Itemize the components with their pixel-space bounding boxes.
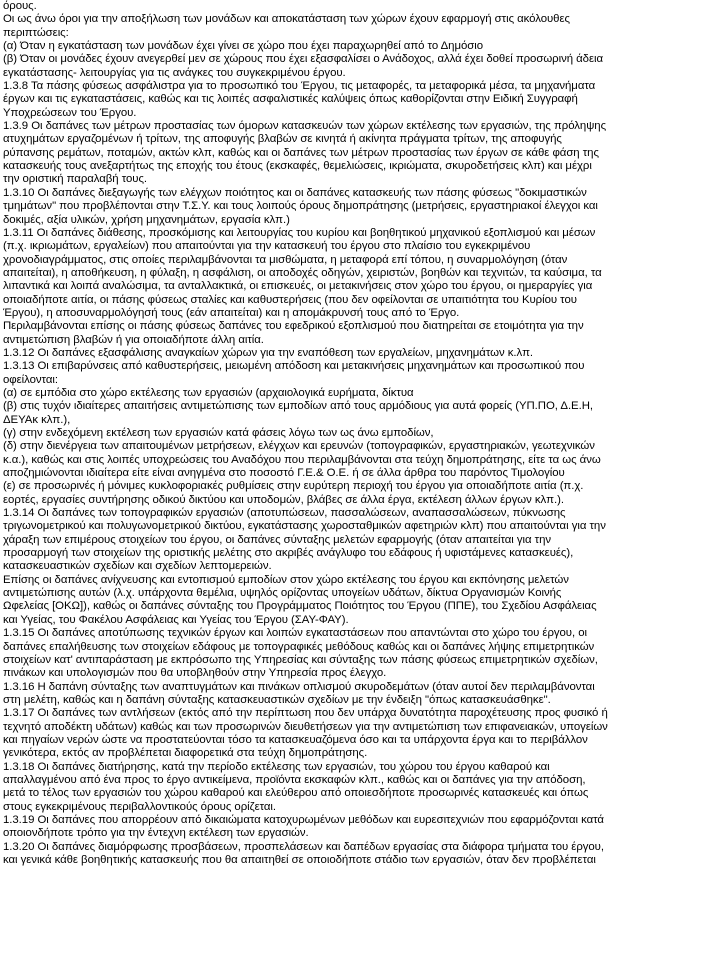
text-line: 1.3.10 Οι δαπάνες διεξαγωγής των ελέγχων ποιότητος και οι δαπάνες κατασκευής των πάσης φύσεως "δοκιμαστικών <box>3 186 587 199</box>
text-line: 1.3.20 Οι δαπάνες διαμόρφωσης προσβάσεων, προσπελάσεων και δαπέδων εργασίας στα διάφορα τμήματα του έργου, <box>3 840 604 853</box>
text-line: ρύπανσης ρεμάτων, ποταμών, ακτών κλπ, καθώς και οι δαπάνες των μέτρων προστασίας των έργων σε κάθε φάση της <box>3 146 599 159</box>
text-line: κατασκευής τους ανεξαρτήτως της εποχής του έτους (εκσκαφές, θεμελιώσεις, ικριώματα, σκυροδετήσεις κλπ) και μέχρι <box>3 160 592 173</box>
text-line: τμημάτων" που προβλέπονται στην Τ.Σ.Υ. και τους λοιπούς όρους δημοπράτησης (μετρήσεις, εργαστηριακοί έλεγχοι και <box>3 200 598 213</box>
text-line: οποιονδήποτε τρόπο για την έντεχνη εκτέλεση των εργασιών. <box>3 827 309 840</box>
text-line: 1.3.9 Οι δαπάνες των μέτρων προστασίας των όμορων κατασκευών των χώρων εκτέλεσης των εργασιών, της πρόληψης <box>3 120 607 133</box>
text-line: κατασκευαστικών σχεδίων και σχεδίων λεπτομερειών. <box>3 560 272 573</box>
text-line: χάραξη των επιμέρους στοιχείων του έργου, οι δαπάνες σύνταξης μελετών εφαρμογής (όταν απαιτείται για την <box>3 533 552 546</box>
text-line: τεχνητό αποδέκτη υδάτων) καθώς και των προσωρινών διευθετήσεων για την αντιμετώπιση των επιφανειακών, υπογείων <box>3 720 608 733</box>
text-line: προσαρμογή των στοιχείων της οριστικής μελέτης στο ακριβές ανάγλυφο του εδάφους ή υφιστάμενες κατασκευές), <box>3 547 574 560</box>
text-line: απαλλαγμένου από ένα προς το έργο αντικείμενα, προϊόντα εκσκαφών κλπ., καθώς και οι δαπάνες για την απόδοση, <box>3 773 586 786</box>
text-line: στη μελέτη, καθώς και η δαπάνη σύνταξης κατασκευαστικών σχεδίων με την ένδειξη "όπως κατασκευάσθηκε". <box>3 693 551 706</box>
text-line: (δ) στην διενέργεια των απαιτουμένων μετρήσεων, ελέγχων και ερευνών (τοπογραφικών, εργαστηριακών, γεωτεχνικών <box>3 440 595 453</box>
text-line: 1.3.17 Οι δαπάνες των αντλήσεων (εκτός από την περίπτωση που δεν υπάρχα δυνατότητα παροχέτευσης προς φυσικό ή <box>3 707 608 720</box>
text-line: έργων και τις εγκαταστάσεις, καθώς και τις λοιπές ασφαλιστικές καλύψεις όπως καθορίζονται στην Ειδική Συγγραφή <box>3 93 578 106</box>
text-line: αντιμετώπιση βλαβών ή για οποιαδήποτε άλλη αιτία. <box>3 333 264 346</box>
text-line: 1.3.16 Η δαπάνη σύνταξης των αναπτυγμάτων και πινάκων οπλισμού σκυροδεμάτων (όταν αυτοί δεν περιλαμβάνονται <box>3 680 595 693</box>
text-line: περιπτώσεις: <box>3 26 69 39</box>
text-line: Έργου), η αποσυναρμολόγησή τους (εάν απαιτείται) και η απομάκρυνσή τους από το Έργο. <box>3 306 460 319</box>
text-line: (β) Όταν οι μονάδες έχουν ανεγερθεί μεν σε χώρους που έχει εξασφαλίσει ο Ανάδοχος, αλλά έχει δοθεί προσωρινή άδεια <box>3 53 603 66</box>
text-line: αποζημιώνονται ιδιαίτερα είτε είναι ανηγμένα στο ποσοστό Γ.Ε.& Ο.Ε. ή σε άλλα άρθρα του παρόντος Τιμολογίου <box>3 467 565 480</box>
text-line: Επίσης οι δαπάνες ανίχνευσης και εντοπισμού εμποδίων στον χώρο εκτέλεσης του έργου και εκπόνησης μελετών <box>3 573 569 586</box>
text-line: ατυχημάτων εργαζομένων ή τρίτων, της αποφυγής βλαβών σε κινητά ή ακίνητα πράγματα τρίτων, της αποφυγής <box>3 133 562 146</box>
text-line: (γ) στην ενδεχόμενη εκτέλεση των εργασιών κατά φάσεις λόγω των ως άνω εμποδίων, <box>3 427 434 439</box>
text-line: εγκατάστασης- λειτουργίας για τις ανάγκες του συγκεκριμένου έργου. <box>3 66 346 79</box>
text-line: απαιτείται), η αποθήκευση, η φύλαξη, η ασφάλιση, οι αποδοχές οδηγών, χειριστών, βοηθών και τεχνιτών, τα καύσιμα, τα <box>3 266 602 279</box>
text-line: πινάκων και υπολογισμών που θα υποβληθούν στην Υπηρεσία προς έλεγχο. <box>3 667 387 680</box>
text-line: οφείλονται: <box>3 373 58 386</box>
text-line: δαπάνες επαλήθευσης των στοιχείων εδάφους με τοπογραφικές μεθόδους καθώς και οι δαπάνες λήψης επιμετρητικών <box>3 640 595 653</box>
text-line: Οι ως άνω όροι για την αποξήλωση των μονάδων και αποκατάσταση των χώρων έχουν εφαρμογή στις ακόλουθες <box>3 13 570 26</box>
text-line: τριγωνομετρικού και πολυγωνομετρικού δικτύου, εγκατάστασης χωροσταθμικών αφετηριών κλπ) που απαιτούνται για την <box>3 520 606 533</box>
text-line: 1.3.15 Οι δαπάνες αποτύπωσης τεχνικών έργων και λοιπών εγκαταστάσεων που απαντώνται στο χώρο του έργου, οι <box>3 627 587 640</box>
text-line: 1.3.8 Τα πάσης φύσεως ασφάλιστρα για το προσωπικό του Έργου, τις μεταφορές, τα μεταφορικά μέσα, τα μηχανήματα <box>3 80 596 93</box>
text-line: γενικότερα, εκτός αν προβλέπεται διαφορετικά στα τεύχη δημοπράτησης. <box>3 747 368 760</box>
document-body <box>3 0 713 867</box>
text-line: (β) στις τυχόν ιδιαίτερες απαιτήσεις αντιμετώπισης των εμποδίων από τους αρμόδιους για αυτά φορείς (ΥΠ.ΠΟ, Δ.Ε.Η, <box>3 400 594 413</box>
text-line: (ε) σε προσωρινές ή μόνιμες κυκλοφοριακές ρυθμίσεις στην ευρύτερη περιοχή του έργου για οποιαδήποτε αιτία (π.χ. <box>3 480 584 493</box>
text-line: στους εγκεκριμένους περιβαλλοντικούς όρους ορίζεται. <box>3 800 277 813</box>
text-line: 1.3.12 Οι δαπάνες εξασφάλισης αναγκαίων χώρων για την εναπόθεση των εργαλείων, μηχανημάτων κ.λπ. <box>3 346 534 359</box>
text-line: (π.χ. ικριωμάτων, εργαλείων) που απαιτούνται για την κατασκευή του έργου στο πλαίσιο του εγκεκριμένου <box>3 240 531 253</box>
text-line: όρους. <box>3 0 37 12</box>
text-line: αντιμετώπισης αυτών (λ.χ. υπάρχοντα θεμέλια, υψηλός ορίζοντας υπογείων υδάτων, δίκτυα Οργανισμών Κοινής <box>3 587 562 600</box>
text-line: εορτές, εργασίες συντήρησης οδικού δικτύου και υποδομών, βλάβες σε άλλα έργα, εκτέλεση άλλων έργων κλπ.). <box>3 493 564 506</box>
text-line: Ωφελείας [ΟΚΩ]), καθώς οι δαπάνες σύνταξης του Προγράμματος Ποιότητος του Έργου (ΠΠΕ), του Σχεδίου Ασφάλειας <box>3 600 597 613</box>
text-line: χρονοδιαγράμματος, στις οποίες περιλαμβάνονται τα μισθώματα, η μεταφορά επί τόπου, η συναρμολόγηση (όταν <box>3 253 568 266</box>
text-line: και γενικά κάθε βοηθητικής κατασκευής που θα απαιτηθεί σε οποιοδήποτε στάδιο των εργασιών, όταν δεν προβλέπεται <box>3 854 596 866</box>
text-line: λιπαντικά και λοιπά αναλώσιμα, τα ανταλλακτικά, οι επισκευές, οι μετακινήσεις στον χώρο του έργου, οι ημεραργίες για <box>3 280 593 293</box>
text-line: στοιχείων κατ' αντιπαράσταση με εκπρόσωπο της Υπηρεσίας και σύνταξης των πάσης φύσεως επιμετρητικών σχεδίων, <box>3 653 598 666</box>
text-line: ΔΕΥΑκ κλπ.), <box>3 413 71 426</box>
text-line: 1.3.13 Οι επιβαρύνσεις από καθυστερήσεις, μειωμένη απόδοση και μετακινήσεις μηχανημάτων και προσωπικού που <box>3 360 585 373</box>
text-line: μετά το τέλος των εργασιών του χώρου καθαρού και ελεύθερου από οποιεσδήποτε προσωρινές κατασκευές και όπως <box>3 787 589 800</box>
text-line: (α) σε εμπόδια στο χώρο εκτέλεσης των εργασιών (αρχαιολογικά ευρήματα, δίκτυα <box>3 386 414 399</box>
text-line: την οριστική παραλαβή τους. <box>3 173 148 186</box>
text-line: 1.3.14 Οι δαπάνες των τοπογραφικών εργασιών (αποτυπώσεων, πασσαλώσεων, αναπασσαλώσεων, πύκνωσης <box>3 507 566 520</box>
text-line: 1.3.19 Οι δαπάνες που απορρέουν από δικαιώματα κατοχυρωμένων μεθόδων και ευρεσιτεχνιών που εφαρμόζονται κατά <box>3 813 604 826</box>
text-line: Περιλαμβάνονται επίσης οι πάσης φύσεως δαπάνες του εφεδρικού εξοπλισμού που διατηρείται σε ετοιμότητα για την <box>3 320 584 333</box>
text-line: Υποχρεώσεων του Έργου. <box>3 106 137 119</box>
text-line: και Υγείας, του Φακέλου Ασφάλειας και Υγείας του Έργου (ΣΑΥ-ΦΑΥ). <box>3 613 349 626</box>
text-line: οποιαδήποτε αιτία, οι πάσης φύσεως σταλίες και καθυστερήσεις (που δεν οφείλονται σε υπαιτιότητα του Κυρίου του <box>3 293 577 306</box>
text-line: δοκιμές, αξία υλικών, χρήση μηχανημάτων, εργασία κλπ.) <box>3 213 290 226</box>
text-line: 1.3.18 Οι δαπάνες διατήρησης, κατά την περίοδο εκτέλεσης των εργασιών, του χώρου του έργου καθαρού και <box>3 760 550 773</box>
text-line: (α) Όταν η εγκατάσταση των μονάδων έχει γίνει σε χώρο που έχει παραχωρηθεί από το Δημόσιο <box>3 40 484 53</box>
text-line: και πηγαίων νερών ώστε να προστατεύονται τόσο τα κατασκευαζόμενα όσο και τα υπάρχοντα έργα και το περιβάλλον <box>3 733 588 746</box>
text-line: 1.3.11 Οι δαπάνες διάθεσης, προσκόμισης και λειτουργίας του κυρίου και βοηθητικού μηχανικού εξοπλισμού και μέσων <box>3 226 596 239</box>
text-line: κ.α.), καθώς και στις λοιπές υποχρεώσεις του Αναδόχου που περιλαμβάνονται στα τεύχη δημοπράτησης, είτε τα ως άνω <box>3 453 601 466</box>
